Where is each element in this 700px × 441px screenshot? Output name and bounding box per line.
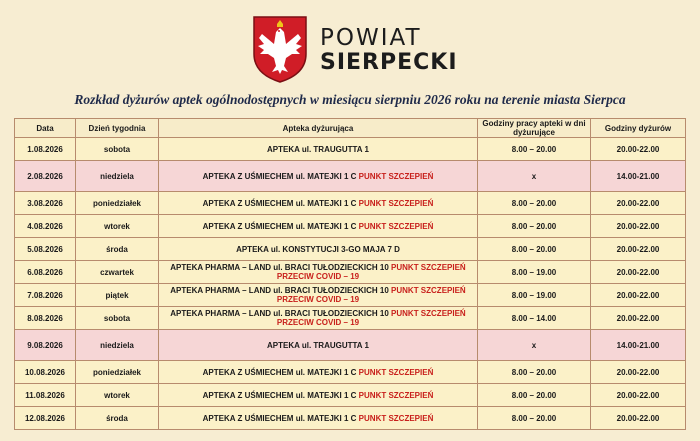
vaccination-point-label: PUNKT SZCZEPIEŃ [358,221,434,231]
table-row [15,384,686,407]
pharmacy-cell [159,161,478,192]
day-cell: sobota [76,138,159,161]
pharmacy-name: APTEKA Z UŚMIECHEM ul. MATEJKI 1 C [202,198,359,208]
vaccination-point-label: PUNKT SZCZEPIEŃ [358,413,434,423]
hours-work-cell: 8.00 – 20.00 [478,384,591,407]
pharmacy-name: APTEKA Z UŚMIECHEM ul. MATEJKI 1 C [202,171,359,181]
day-cell: środa [76,238,159,261]
header-date: Data [15,119,76,138]
hours-work-cell: 8.00 – 20.00 [478,361,591,384]
pharmacy-name: APTEKA Z UŚMIECHEM ul. MATEJKI 1 C [202,221,359,231]
brand [320,26,458,75]
hours-duty-cell: 20.00-22.00 [591,407,686,430]
hours-work-cell: x [478,330,591,361]
pharmacy-cell [159,361,478,384]
hours-duty-cell: 20.00-22.00 [591,361,686,384]
table-header-row [15,119,686,138]
pharmacy-cell [159,238,478,261]
date-cell: 7.08.2026 [15,284,76,307]
pharmacy-name: APTEKA PHARMA – LAND ul. BRACI TUŁODZIECKICH 10 [170,263,392,272]
date-cell: 5.08.2026 [15,238,76,261]
pharmacy-cell [159,215,478,238]
header-hours-work: Godziny pracy apteki w dni dyżurujące [478,119,591,138]
pharmacy-cell [159,330,478,361]
pharmacy-name: APTEKA ul. TRAUGUTTA 1 [267,144,369,154]
day-cell: wtorek [76,215,159,238]
hours-work-cell: 8.00 – 20.00 [478,407,591,430]
pharmacy-name: APTEKA Z UŚMIECHEM ul. MATEJKI 1 C [202,413,359,423]
hours-duty-cell: 20.00-22.00 [591,384,686,407]
header-day: Dzień tygodnia [76,119,159,138]
day-cell: wtorek [76,384,159,407]
vaccination-point-label: PUNKT SZCZEPIEŃ PRZECIW COVID – 19 [276,286,466,304]
hours-duty-cell: 20.00-22.00 [591,192,686,215]
pharmacy-name: APTEKA PHARMA – LAND ul. BRACI TUŁODZIECKICH 10 [170,309,392,318]
pharmacy-name: APTEKA Z UŚMIECHEM ul. MATEJKI 1 C [202,390,359,400]
hours-work-cell: 8.00 – 20.00 [478,215,591,238]
date-cell: 11.08.2026 [15,384,76,407]
table-row [15,261,686,284]
hours-duty-cell: 20.00-22.00 [591,261,686,284]
day-cell: środa [76,407,159,430]
date-cell: 9.08.2026 [15,330,76,361]
date-cell: 4.08.2026 [15,215,76,238]
hours-duty-cell: 14.00-21.00 [591,330,686,361]
pharmacy-cell [159,407,478,430]
hours-duty-cell: 14.00-21.00 [591,161,686,192]
hours-work-cell: 8.00 – 14.00 [478,307,591,330]
header-hours-duty: Godziny dyżurów [591,119,686,138]
pharmacy-name: APTEKA Z UŚMIECHEM ul. MATEJKI 1 C [202,367,359,377]
table-row [15,192,686,215]
date-cell: 3.08.2026 [15,192,76,215]
hours-work-cell: 8.00 – 19.00 [478,261,591,284]
hours-work-cell: 8.00 – 19.00 [478,284,591,307]
date-cell: 1.08.2026 [15,138,76,161]
hours-duty-cell: 20.00-22.00 [591,138,686,161]
hours-work-cell: 8.00 – 20.00 [478,238,591,261]
day-cell: poniedziałek [76,361,159,384]
duty-schedule-table [14,118,686,430]
eagle-crest-icon [250,14,310,84]
day-cell: poniedziałek [76,192,159,215]
hours-duty-cell: 20.00-22.00 [591,215,686,238]
table-row [15,407,686,430]
vaccination-point-label: PUNKT SZCZEPIEŃ [358,367,434,377]
pharmacy-cell [159,307,478,330]
hours-work-cell: x [478,161,591,192]
table-row [15,238,686,261]
vaccination-point-label: PUNKT SZCZEPIEŃ PRZECIW COVID – 19 [276,263,466,281]
vaccination-point-label: PUNKT SZCZEPIEŃ [358,198,434,208]
hours-duty-cell: 20.00-22.00 [591,284,686,307]
page-subtitle: Rozkład dyżurów aptek ogólnodostępnych w miesiącu sierpniu 2026 roku na terenie miasta Sierpca [74,92,626,107]
vaccination-point-label: PUNKT SZCZEPIEŃ [358,171,434,181]
day-cell: niedziela [76,161,159,192]
header [0,0,700,88]
table-row [15,161,686,192]
day-cell: sobota [76,307,159,330]
vaccination-point-label: PUNKT SZCZEPIEŃ [358,390,434,400]
pharmacy-name: APTEKA ul. KONSTYTUCJI 3-GO MAJA 7 D [236,244,400,254]
header-pharmacy: Apteka dyżurująca [159,119,478,138]
date-cell: 6.08.2026 [15,261,76,284]
table-row [15,138,686,161]
pharmacy-cell [159,138,478,161]
date-cell: 10.08.2026 [15,361,76,384]
table-row [15,307,686,330]
brand-line-1: POWIAT [320,25,422,51]
pharmacy-cell [159,192,478,215]
day-cell: niedziela [76,330,159,361]
pharmacy-name: APTEKA PHARMA – LAND ul. BRACI TUŁODZIECKICH 10 [170,286,392,295]
pharmacy-cell [159,384,478,407]
pharmacy-name: APTEKA ul. TRAUGUTTA 1 [267,340,369,350]
table-row [15,215,686,238]
date-cell: 8.08.2026 [15,307,76,330]
table-row [15,330,686,361]
vaccination-point-label: PUNKT SZCZEPIEŃ PRZECIW COVID – 19 [276,309,466,327]
hours-work-cell: 8.00 – 20.00 [478,138,591,161]
date-cell: 2.08.2026 [15,161,76,192]
table-row [15,361,686,384]
pharmacy-cell [159,261,478,284]
hours-duty-cell: 20.00-22.00 [591,238,686,261]
hours-work-cell: 8.00 – 20.00 [478,192,591,215]
day-cell: czwartek [76,261,159,284]
hours-duty-cell: 20.00-22.00 [591,307,686,330]
table-row [15,284,686,307]
brand-line-2: SIERPECKI [320,50,458,75]
day-cell: piątek [76,284,159,307]
date-cell: 12.08.2026 [15,407,76,430]
pharmacy-cell [159,284,478,307]
